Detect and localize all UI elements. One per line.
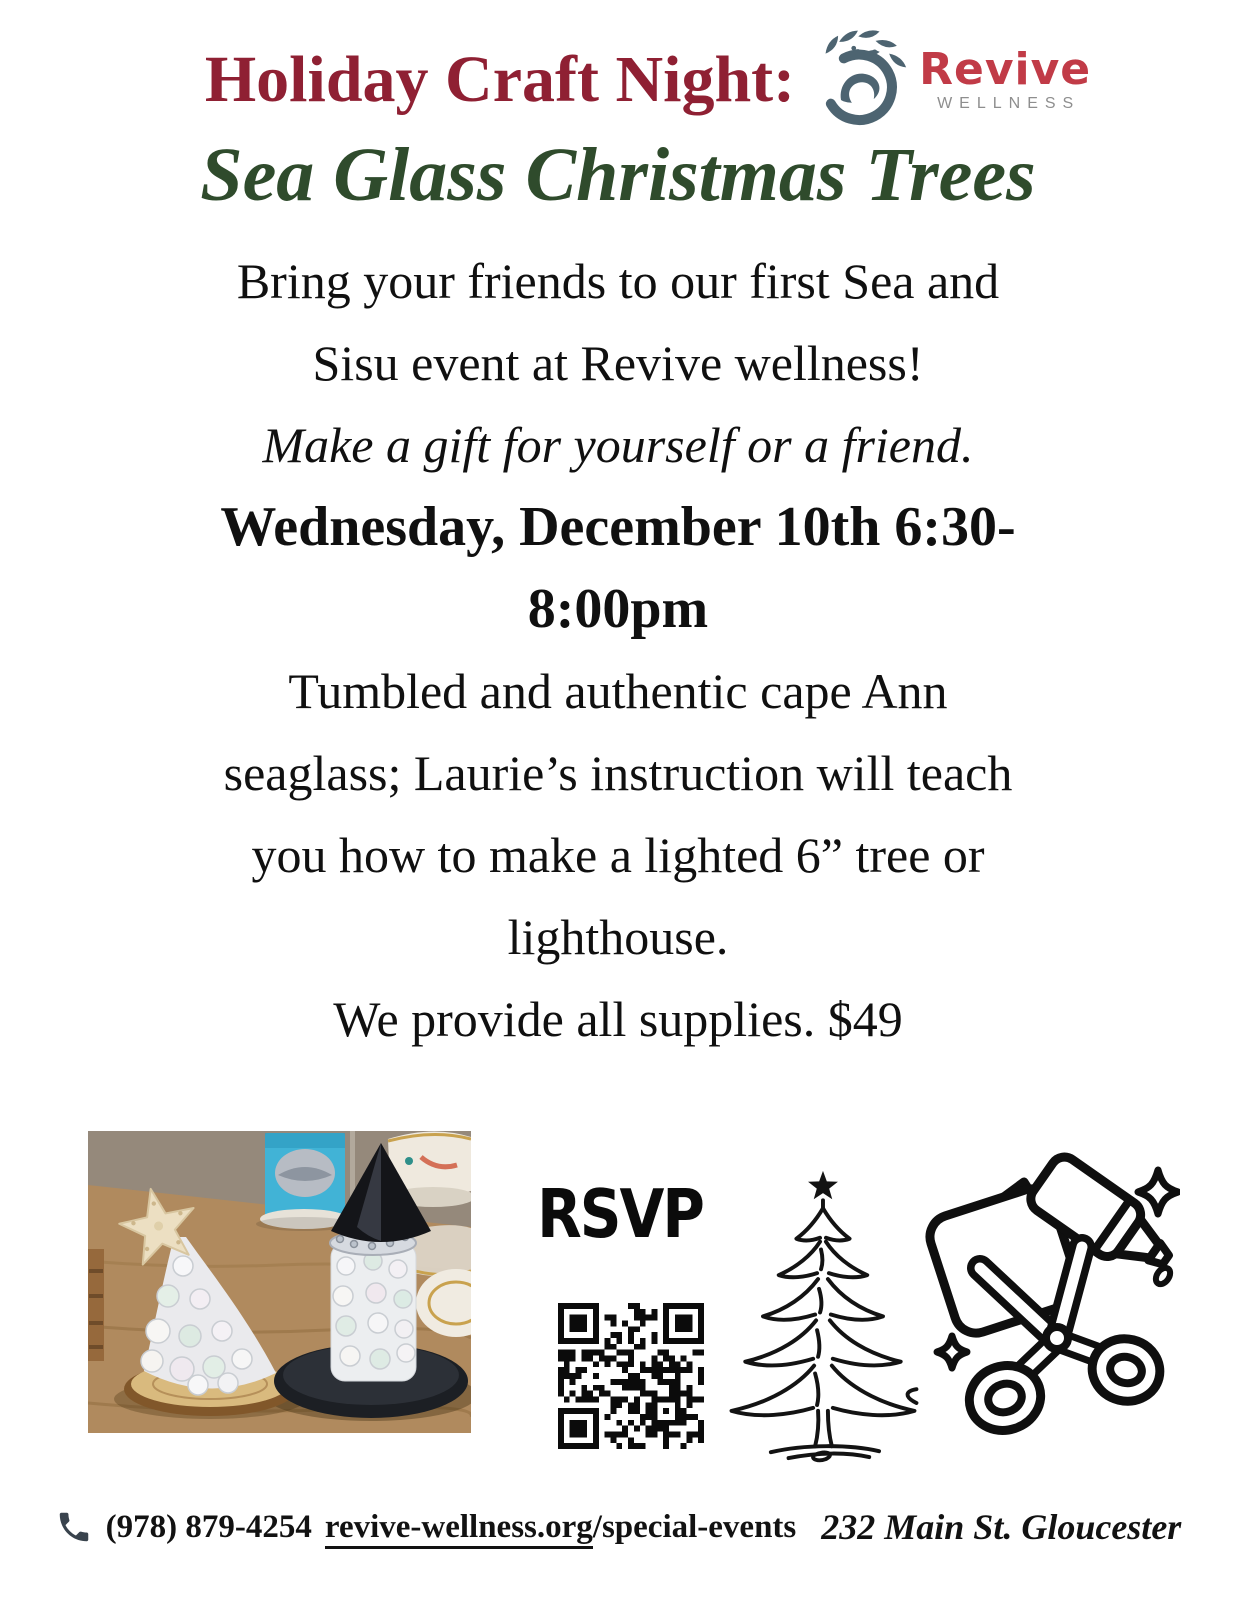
intro-line-1: Bring your friends to our first Sea and xyxy=(236,252,1000,309)
header xyxy=(0,0,1236,130)
intro-line-2: Sisu event at Revive wellness! xyxy=(312,334,924,391)
qr-code xyxy=(558,1303,704,1449)
event-title: Sea Glass Christmas Trees xyxy=(200,133,1036,217)
phone-icon xyxy=(55,1508,93,1546)
date-line-2: 8:00pm xyxy=(527,577,709,640)
sea-glass-crafts-photo xyxy=(88,1131,471,1433)
revive-logo-icon xyxy=(811,30,911,130)
glue-and-scissors-drawing xyxy=(900,1140,1180,1440)
brand-name: Revive xyxy=(919,43,1092,95)
website-path[interactable]: /special-events xyxy=(592,1508,797,1545)
website-domain[interactable]: revive-wellness.org xyxy=(325,1509,593,1549)
phone-number: (978) 879-4254 xyxy=(105,1508,312,1545)
date-line-1: Wednesday, December 10th 6:30- xyxy=(220,495,1016,558)
christmas-tree-drawing xyxy=(722,1163,922,1463)
description-line-2: seaglass; Laurie’s instruction will teach xyxy=(223,744,1013,801)
brand-subtitle: WELLNESS xyxy=(937,94,1081,112)
description-line-4: lighthouse. xyxy=(507,908,729,965)
address: 232 Main St. Gloucester xyxy=(821,1507,1182,1547)
gift-line: Make a gift for yourself or a friend. xyxy=(262,416,974,473)
description-line-3: you how to make a lighted 6” tree or xyxy=(251,826,985,883)
brand-text xyxy=(919,43,1092,113)
description-line-1: Tumbled and authentic cape Ann xyxy=(288,662,948,719)
revive-wellness-logo xyxy=(811,30,1091,130)
event-details xyxy=(0,240,1236,1060)
website-link[interactable] xyxy=(325,1509,796,1546)
sea-glass-photo-illustration xyxy=(88,1131,471,1433)
footer xyxy=(0,1506,1236,1548)
page-title: Holiday Craft Night: xyxy=(204,43,796,117)
supplies-line: We provide all supplies. $49 xyxy=(333,990,903,1047)
rsvp-label: RSVP xyxy=(537,1174,703,1254)
